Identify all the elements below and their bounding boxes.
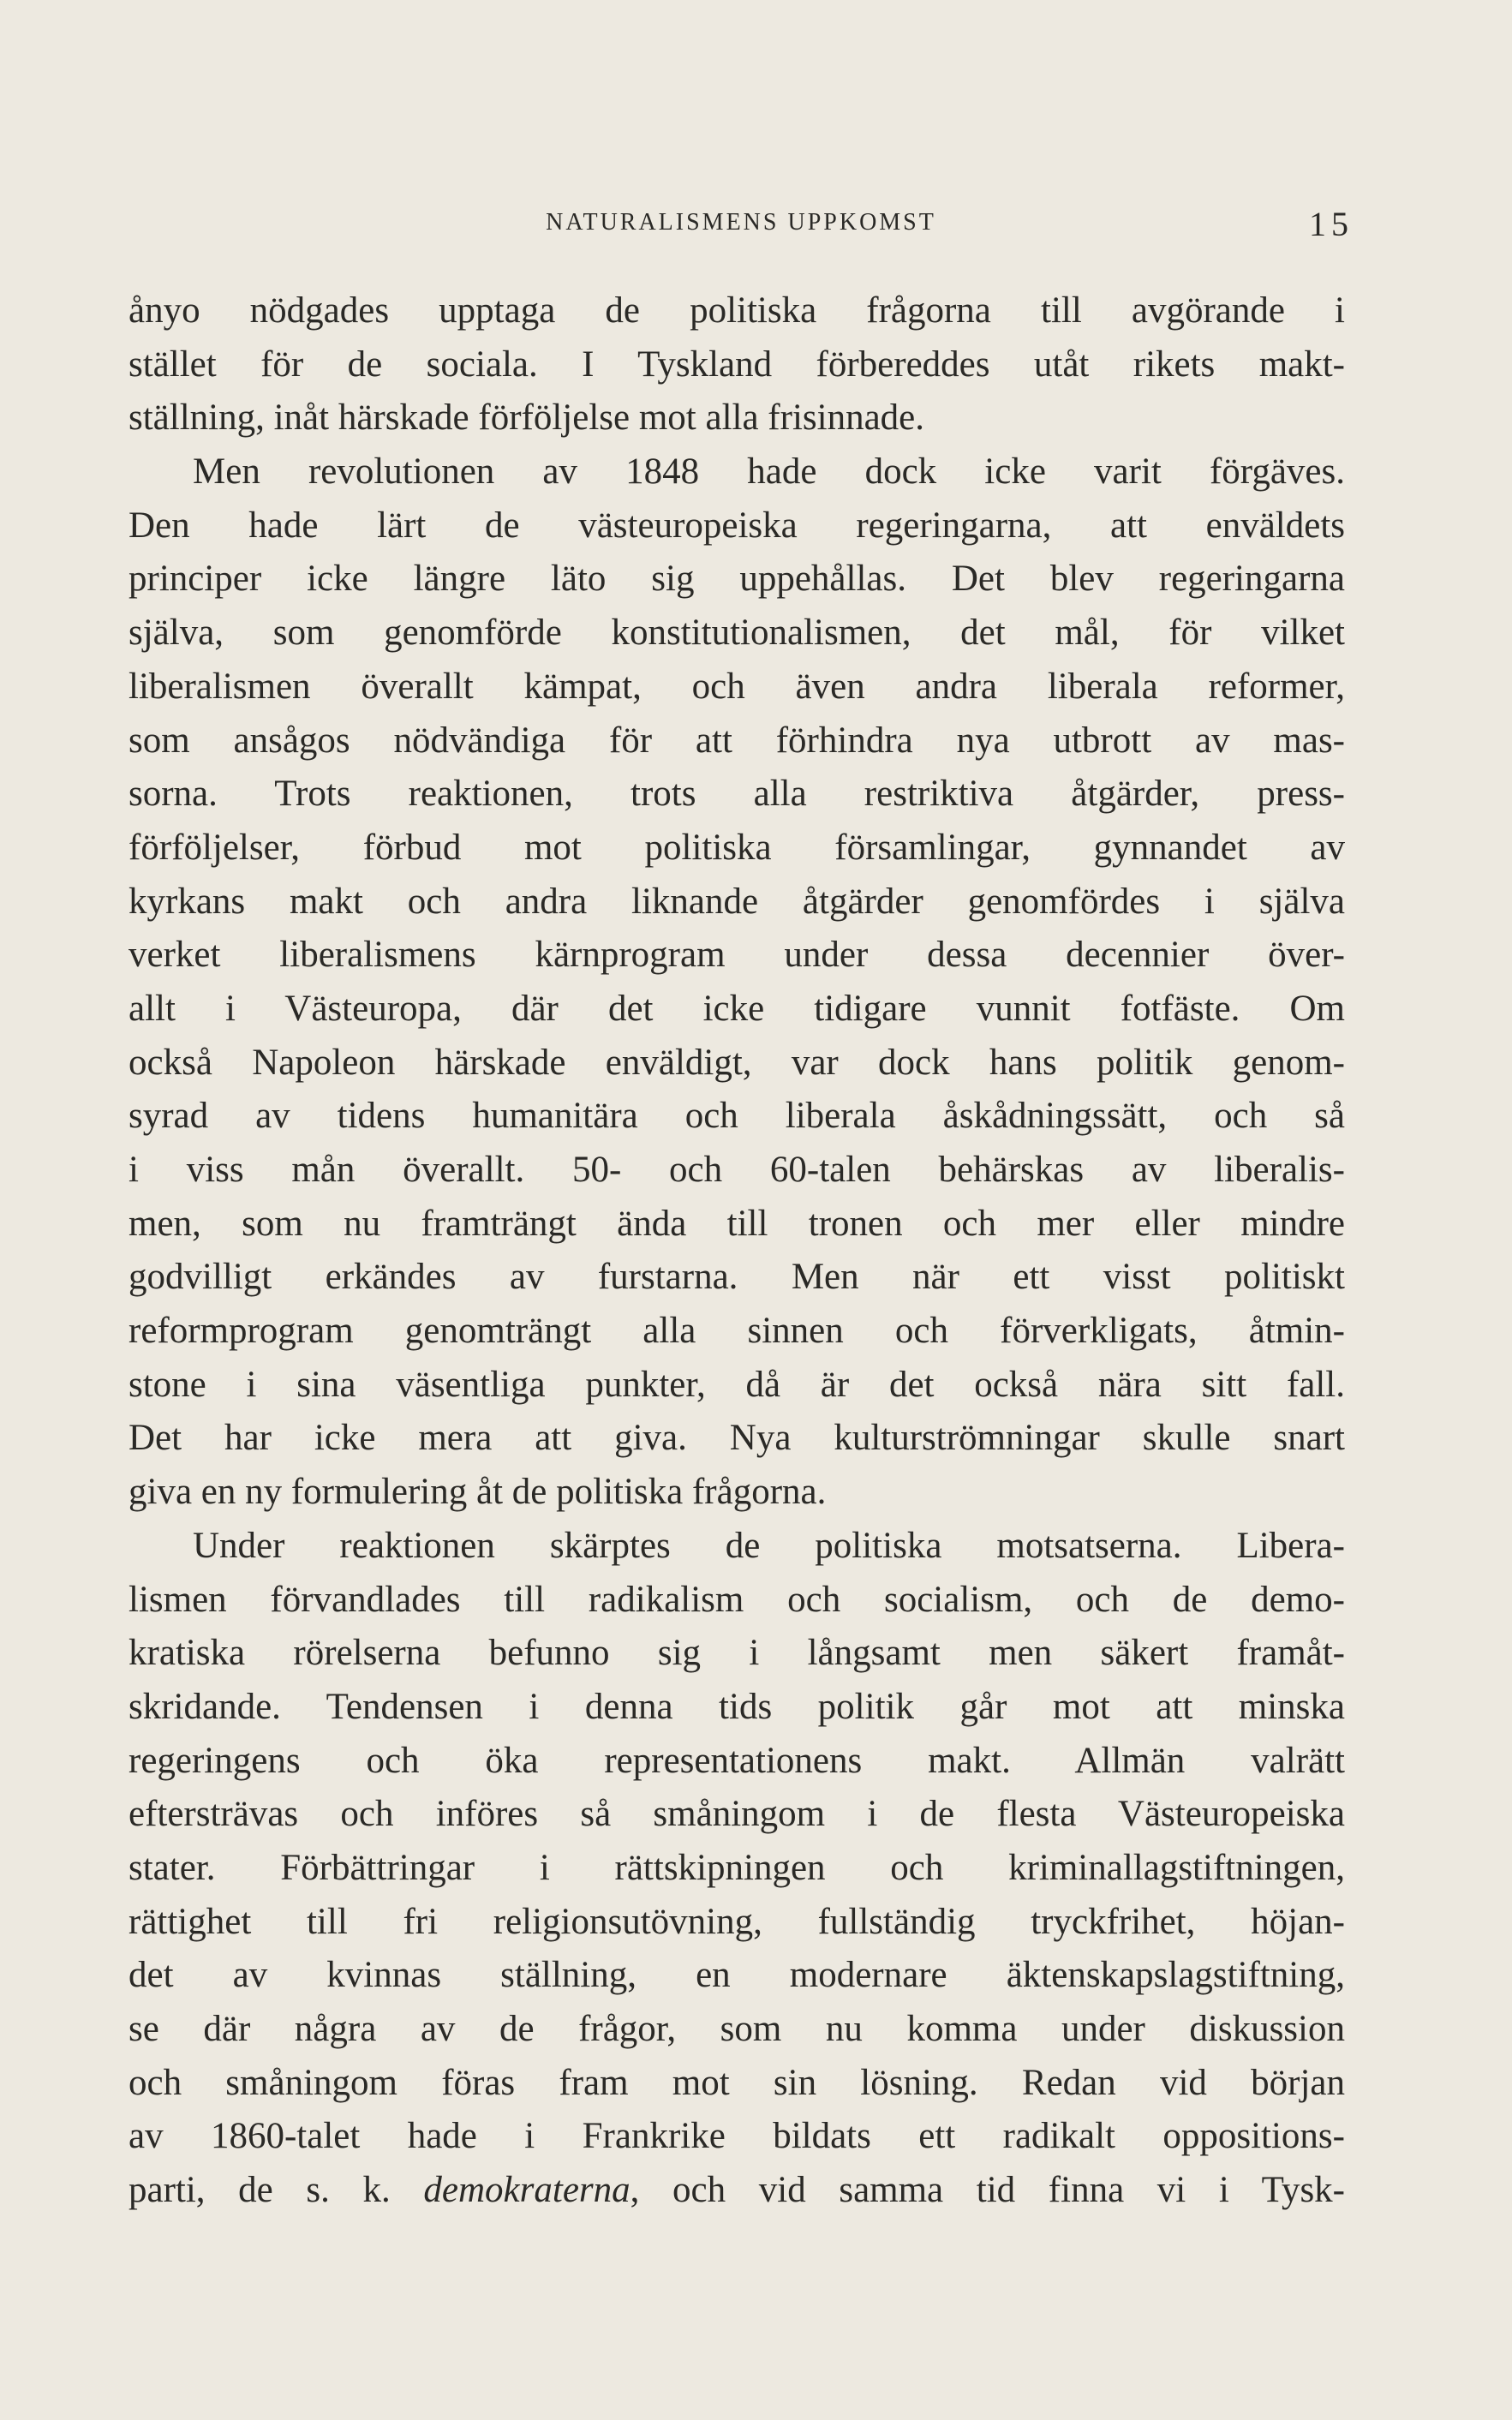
text-line: av 1860-talet hade i Frankrike bildats ett radikalt oppositions- [128,2116,1345,2157]
text-line: allt i Västeuropa, där det icke tidigare vunnit fotfäste. Om [128,988,1345,1029]
text-line: stater. Förbättringar i rättskipningen och kriminallagstiftningen, [128,1847,1345,1888]
text-line: giva en ny formulering åt de politiska frågorna. [128,1472,827,1513]
running-title: NATURALISMENS UPPKOMST [546,209,936,236]
text-segment: , och vid samma tid finna vi i Tysk- [630,2170,1345,2211]
text-line: lismen förvandlades till radikalism och socialism, och de demo- [128,1579,1345,1620]
text-line: syrad av tidens humanitära och liberala åskådningssätt, och så [128,1096,1345,1137]
text-line: stället för de sociala. I Tyskland förbereddes utåt rikets makt- [128,344,1345,385]
text-line: förföljelser, förbud mot politiska församlingar, gynnandet av [128,827,1345,868]
text-line: rättighet till fri religionsutövning, fullständig tryckfrihet, höjan- [128,1901,1345,1942]
text-line: Det har icke mera att giva. Nya kulturströmningar skulle snart [128,1418,1345,1459]
text-line: regeringens och öka representationens makt. Allmän valrätt [128,1740,1345,1781]
text-line: som ansågos nödvändiga för att förhindra nya utbrott av mas- [128,720,1345,761]
text-line: godvilligt erkändes av furstarna. Men när ett visst politiskt [128,1257,1345,1298]
text-line: Men revolutionen av 1848 hade dock icke varit förgäves. [193,451,1345,493]
text-line: eftersträvas och införes så småningom i de flesta Västeuropeiska [128,1794,1345,1835]
text-segment: parti, de s. k. [128,2170,424,2211]
text-line: stone i sina väsentliga punkter, då är det också nära sitt fall. [128,1364,1345,1405]
text-line: ånyo nödgades upptaga de politiska frågorna till avgörande i [128,290,1345,331]
text-line: principer icke längre läto sig uppehållas. Det blev regeringarna [128,559,1345,600]
text-line: skridande. Tendensen i denna tids politik går mot att minska [128,1686,1345,1727]
italic-term: demokraterna [423,2170,630,2211]
running-head [128,204,1354,247]
text-line: Under reaktionen skärptes de politiska motsatserna. Libera- [193,1525,1345,1566]
text-line: reformprogram genomträngt alla sinnen och förverkligats, åtmin- [128,1311,1345,1352]
text-line: verket liberalismens kärnprogram under dessa decennier över- [128,935,1345,976]
text-line: Den hade lärt de västeuropeiska regeringarna, att enväldets [128,505,1345,546]
text-line: själva, som genomförde konstitutionalismen, det mål, för vilket [128,612,1345,654]
text-line: liberalismen överallt kämpat, och även andra liberala reformer, [128,666,1345,707]
text-line: och småningom föras fram mot sin lösning. Redan vid början [128,2062,1345,2103]
text-line: se där några av de frågor, som nu komma under diskussion [128,2009,1345,2049]
text-line: i viss mån överallt. 50- och 60-talen behärskas av liberalis- [128,1150,1345,1190]
text-line: ställning, inåt härskade förföljelse mot alla frisinnade. [128,397,924,439]
text-line: det av kvinnas ställning, en modernare äktenskapslagstiftning, [128,1955,1345,1996]
text-line: kyrkans makt och andra liknande åtgärder genomfördes i själva [128,881,1345,922]
body-text [128,284,1345,2218]
text-line: också Napoleon härskade enväldigt, var dock hans politik genom- [128,1042,1345,1083]
text-line: kratiska rörelserna befunno sig i långsamt men säkert framåt- [128,1633,1345,1674]
page-number: 15 [1309,205,1354,243]
text-line: sorna. Trots reaktionen, trots alla restriktiva åtgärder, press- [128,774,1345,815]
text-line: men, som nu framträngt ända till tronen och mer eller mindre [128,1203,1345,1244]
text-line-final [128,2164,1345,2218]
